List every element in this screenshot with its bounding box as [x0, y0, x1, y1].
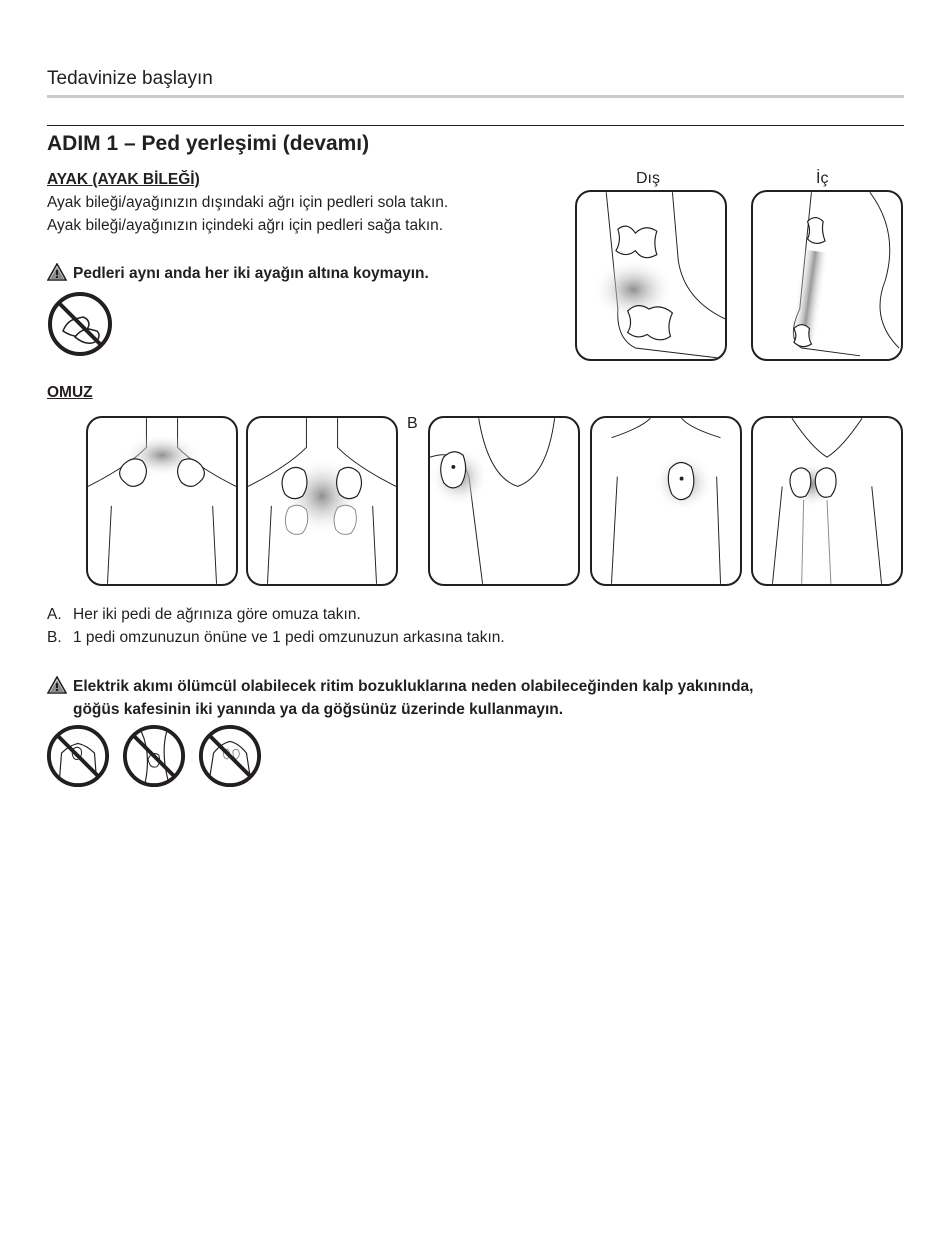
- chest-warning-line2: göğüs kafesinin iki yanında ya da göğsünüz üzerinde kullanmayın.: [73, 701, 564, 718]
- ankle-instruction-inner: Ayak bileği/ayağınızın içindeki ağrı için pedleri sağa takın.: [47, 217, 444, 234]
- no-chest-front-sign-icon: [46, 724, 110, 788]
- section-divider: [47, 125, 904, 126]
- shoulder-figure-3: [428, 416, 580, 586]
- header-divider: [47, 95, 904, 98]
- no-chest-side-sign-icon: [122, 724, 186, 788]
- list-item-text: Her iki pedi de ağrınıza göre omuza takın.: [73, 606, 361, 623]
- shoulder-heading: OMUZ: [47, 384, 93, 401]
- no-feet-sign-icon: [47, 291, 113, 357]
- shoulder-figure-4: [590, 416, 742, 586]
- page-header-title: Tedavinize başlayın: [47, 68, 213, 89]
- step-title: ADIM 1 – Ped yerleşimi (devamı): [47, 132, 370, 155]
- shoulder-label-b: B: [407, 415, 418, 432]
- ankle-instruction-outer: Ayak bileği/ayağınızın dışındaki ağrı için pedleri sola takın.: [47, 194, 449, 211]
- list-item: [47, 626, 505, 649]
- warning-triangle-icon: [47, 263, 67, 281]
- ankle-outer-figure: [575, 190, 727, 361]
- shoulder-figure-1: [86, 416, 238, 586]
- shoulder-figure-2: [246, 416, 398, 586]
- ankle-warning-text: Pedleri aynı anda her iki ayağın altına koymayın.: [73, 265, 429, 282]
- list-marker: B.: [47, 629, 62, 646]
- list-item: [47, 603, 361, 626]
- shoulder-figure-5: [751, 416, 903, 586]
- ankle-heading: AYAK (AYAK BİLEĞİ): [47, 171, 200, 188]
- list-item-text: 1 pedi omzunuzun önüne ve 1 pedi omzunuzun arkasına takın.: [73, 629, 505, 646]
- ankle-inner-figure: [751, 190, 903, 361]
- inner-label: İç: [816, 170, 829, 187]
- no-chest-center-sign-icon: [198, 724, 262, 788]
- ankle-warning: [47, 262, 429, 285]
- list-marker: A.: [47, 606, 62, 623]
- chest-warning: [47, 675, 754, 698]
- warning-triangle-icon: [47, 676, 67, 694]
- chest-warning-line1: Elektrik akımı ölümcül olabilecek ritim bozukluklarına neden olabileceğinden kalp yakınında,: [73, 678, 754, 695]
- outer-label: Dış: [636, 170, 660, 187]
